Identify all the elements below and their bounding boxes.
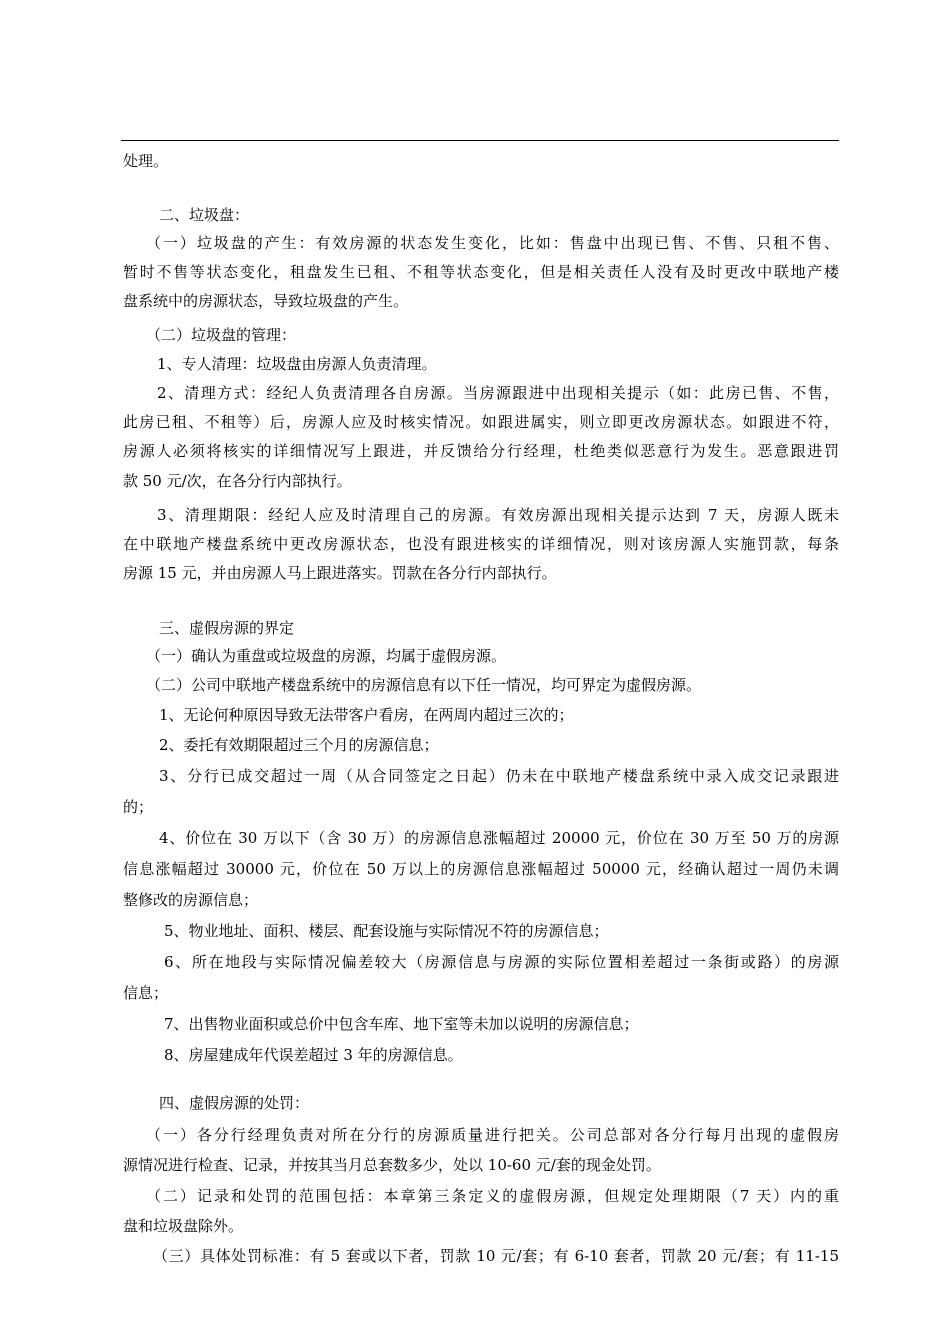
text-line: 信息；	[123, 984, 169, 1002]
text-line: （三）具体处罚标准：有 5 套或以下者，罚款 10 元/套；有 6-10 套者，罚款 20 元/套；有 11-15	[153, 1247, 839, 1265]
text-line: 款 50 元/次，在各分行内部执行。	[123, 472, 352, 490]
list-item: 5、物业地址、面积、楼层、配套设施与实际情况不符的房源信息；	[164, 922, 609, 940]
text-line: 整修改的房源信息；	[123, 891, 259, 909]
list-item: 8、房屋建成年代误差超过 3 年的房源信息。	[164, 1046, 463, 1064]
text-line: （二）记录和处罚的范围包括：本章第三条定义的虚假房源，但规定处理期限（7 天）内的重	[146, 1187, 839, 1205]
text-line: 的；	[123, 798, 154, 816]
text-line: （二）公司中联地产楼盘系统中的房源信息有以下任一情况，均可界定为虚假房源。	[146, 676, 702, 694]
text-line: （一）垃圾盘的产生：有效房源的状态发生变化，比如：售盘中出现已售、不售、只租不售、	[146, 234, 839, 252]
section-heading: 四、虚假房源的处罚：	[159, 1094, 310, 1112]
list-item: 2、委托有效期限超过三个月的房源信息；	[159, 736, 439, 754]
sub-heading: （二）垃圾盘的管理：	[146, 326, 297, 344]
text-line: （一）确认为重盘或垃圾盘的房源，均属于虚假房源。	[146, 647, 507, 665]
list-item: 3、分行已成交超过一周（从合同签定之日起）仍未在中联地产楼盘系统中录入成交记录跟进	[159, 767, 839, 785]
text-line: 房源 15 元，并由房源人马上跟进落实。罚款在各分行内部执行。	[123, 564, 557, 582]
list-item: 7、出售物业面积或总价中包含车库、地下室等未加以说明的房源信息；	[164, 1015, 639, 1033]
list-item: 4、价位在 30 万以下（含 30 万）的房源信息涨幅超过 20000 元，价位在 30 万至 50 万的房源	[159, 829, 839, 847]
text-line: （一）各分行经理负责对所在分行的房源质量进行把关。公司总部对各分行每月出现的虚假房	[146, 1126, 839, 1144]
header-rule	[121, 140, 839, 141]
text-line: 2、清理方式：经纪人负责清理各自房源。当房源跟进中出现相关提示（如：此房已售、不售，	[157, 384, 839, 402]
text-line: 处理。	[123, 152, 169, 170]
section-heading: 二、垃圾盘：	[159, 206, 250, 224]
text-line: 在中联地产楼盘系统中更改房源状态，也没有跟进核实的详细情况，则对该房源人实施罚款，每条	[123, 535, 839, 553]
text-line: 盘和垃圾盘除外。	[123, 1217, 244, 1235]
text-line: 此房已租、不租等）后，房源人应及时核实情况。如跟进属实，则立即更改房源状态。如跟进不符，	[123, 413, 839, 431]
text-line: 暂时不售等状态变化，租盘发生已租、不租等状态变化，但是相关责任人没有及时更改中联地产楼	[123, 263, 839, 281]
text-line: 3、清理期限：经纪人应及时清理自己的房源。有效房源出现相关提示达到 7 天，房源人既未	[157, 506, 839, 524]
list-item: 1、无论何种原因导致无法带客户看房，在两周内超过三次的；	[159, 706, 574, 724]
section-heading: 三、虚假房源的界定	[159, 619, 295, 637]
text-line: 源情况进行检查、记录，并按其当月总套数多少，处以 10-60 元/套的现金处罚。	[123, 1156, 661, 1174]
text-line: 1、专人清理：垃圾盘由房源人负责清理。	[157, 355, 437, 373]
list-item: 6、所在地段与实际情况偏差较大（房源信息与房源的实际位置相差超过一条街或路）的房源	[164, 953, 839, 971]
text-line: 信息涨幅超过 30000 元，价位在 50 万以上的房源信息涨幅超过 50000 元，经确认超过一周仍未调	[123, 860, 839, 878]
text-line: 房源人必须将核实的详细情况写上跟进，并反馈给分行经理，杜绝类似恶意行为发生。恶意跟进罚	[123, 442, 839, 460]
text-line: 盘系统中的房源状态，导致垃圾盘的产生。	[123, 292, 409, 310]
